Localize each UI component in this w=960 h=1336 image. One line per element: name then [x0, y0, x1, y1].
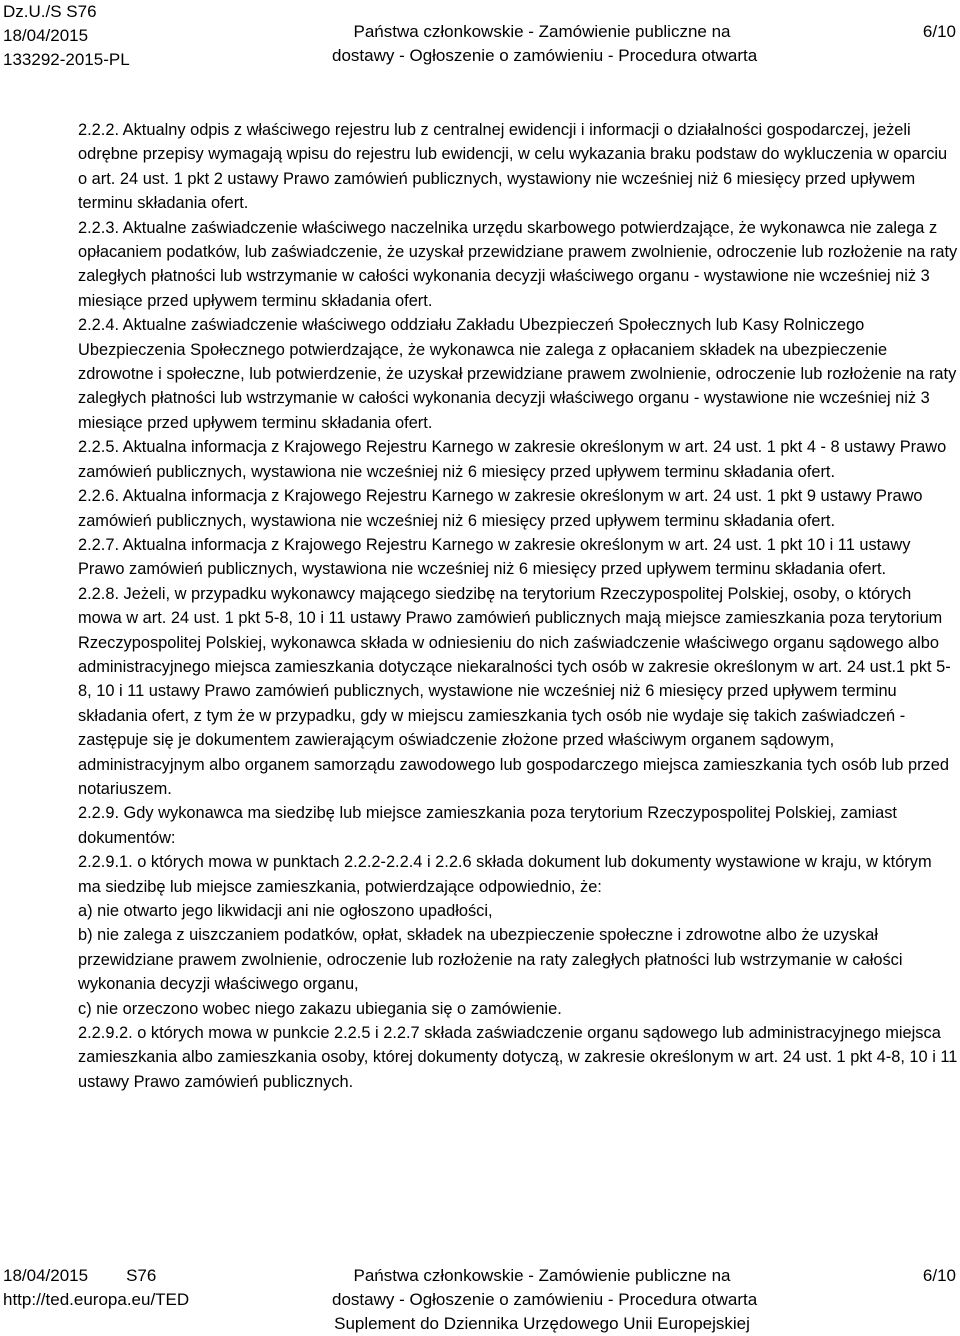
list-item-a: a) nie otwarto jego likwidacji ani nie ogłoszono upadłości,: [78, 902, 493, 920]
paragraph-2-2-9-2: 2.2.9.2. o których mowa w punkcie 2.2.5 i 2.2.7 składa zaświadczenie organu sądowego lub administracyjnego miejsca zamieszkania albo zamieszkania osoby, której dokumenty dotyczą, w zakresie określonym w art. 24 ust. 1 pkt 4-8, 10 i 11 ustawy Prawo zamówień publicznych.: [78, 1024, 958, 1091]
header-left: [3, 0, 130, 72]
paragraph-2-2-4: 2.2.4. Aktualne zaświadczenie właściwego oddziału Zakładu Ubezpieczeń Społecznych lub Kasy Rolniczego Ubezpieczenia Społecznego potwierdzające, że wykonawca nie zalega z opłacaniem składek na ubezpieczenie zdrowotne i społeczne, lub potwierdzenie, że uzyskał przewidziane prawem zwolnienie, odroczenie lub rozłożenie na raty zaległych płatności lub wstrzymanie w całości wykonania decyzji właściwego organu - wystawione nie wcześniej niż 3 miesiące przed upływem terminu składania ofert.: [78, 316, 957, 432]
paragraph-2-2-7: 2.2.7. Aktualna informacja z Krajowego Rejestru Karnego w zakresie określonym w art. 24 ust. 1 pkt 10 i 11 ustawy Prawo zamówień publicznych, wystawiona nie wcześniej niż 6 miesięcy przed upływem terminu składania ofert.: [78, 535, 911, 579]
header-title-line1: Państwa członkowskie - Zamówienie publiczne na: [353, 22, 731, 41]
footer-title-line2: dostawy - Ogłoszenie o zamówieniu - Procedura otwarta: [332, 1290, 758, 1309]
paragraph-2-2-9: 2.2.9. Gdy wykonawca ma siedzibę lub miejsce zamieszkania poza terytorium Rzeczypospolitej Polskiej, zamiast dokumentów:: [78, 804, 897, 847]
journal-ref: Dz.U./S S76: [3, 2, 97, 21]
footer-left: [3, 1264, 189, 1312]
paragraph-2-2-5: 2.2.5. Aktualna informacja z Krajowego Rejestru Karnego w zakresie określonym w art. 24 ust. 1 pkt 4 - 8 ustawy Prawo zamówień publicznych, wystawiona nie wcześniej niż 6 miesięcy przed upływem terminu składania ofert.: [78, 438, 947, 481]
notice-id: 133292-2015-PL: [3, 50, 130, 69]
footer-title-line3: Suplement do Dziennika Urzędowego Unii Europejskiej: [334, 1314, 750, 1333]
header-title-line2: dostawy - Ogłoszenie o zamówieniu - Procedura otwarta: [332, 46, 758, 65]
header-title: [332, 20, 758, 68]
paragraph-2-2-9-1: 2.2.9.1. o których mowa w punktach 2.2.2-2.2.4 i 2.2.6 składa dokument lub dokumenty wystawione w kraju, w którym ma siedzibę lub miejsce zamieszkania, potwierdzające odpowiednio, że:: [78, 853, 932, 896]
footer-date: 18/04/2015: [3, 1266, 89, 1285]
footer-title: [332, 1264, 758, 1336]
document-body: [78, 118, 958, 1094]
list-item-b: b) nie zalega z uiszczaniem podatków, opłat, składek na ubezpieczenie społeczne i zdrowotne albo że uzyskał przewidziane prawem zwolnienie, odroczenie lub rozłożenie na raty zaległych płatności lub wstrzymanie w całości wykonania decyzji właściwego organu,: [78, 926, 903, 994]
footer-series: S76: [126, 1266, 157, 1285]
paragraph-2-2-3: 2.2.3. Aktualne zaświadczenie właściwego naczelnika urzędu skarbowego potwierdzające, że wykonawca nie zalega z opłacaniem podatków, lub zaświadczenie, że uzyskał przewidziane prawem zwolnienie, odroczenie lub rozłożenie na raty zaległych płatności lub wstrzymanie w całości wykonania decyzji właściwego organu - wystawione nie wcześniej niż 3 miesiące przed upływem terminu składania ofert.: [78, 218, 958, 310]
paragraph-2-2-8: 2.2.8. Jeżeli, w przypadku wykonawcy mającego siedzibę na terytorium Rzeczypospolitej Polskiej, osoby, o których mowa w art. 24 ust. 1 pkt 5-8, 10 i 11 ustawy Prawo zamówień publicznych mają miejsce zamieszkania poza terytorium Rzeczypospolitej Polskiej, wykonawca składa w odniesieniu do nich zaświadczenie właściwego organu sądowego albo administracyjnego miejsca zamieszkania dotyczące niekaralności tych osób w zakresie określonym w art. 24 ust.1 pkt 5-8, 10 i 11 ustawy Prawo zamówień publicznych, wystawione nie wcześniej niż 6 miesięcy przed upływem terminu składania ofert, z tym że w przypadku, gdy w miejscu zamieszkania tych osób nie wydaje się takich zaświadczeń - zastępuje się je dokumentem zawierającym oświadczenie złożone przed właściwym organem sądowym, administracyjnym albo organem samorządu zawodowego lub gospodarczego miejsca zamieszkania tych osób lub przed notariuszem.: [78, 584, 951, 798]
paragraph-2-2-6: 2.2.6. Aktualna informacja z Krajowego Rejestru Karnego w zakresie określonym w art. 24 ust. 1 pkt 9 ustawy Prawo zamówień publicznych, wystawiona nie wcześniej niż 6 miesięcy przed upływem terminu składania ofert.: [78, 487, 923, 530]
footer-title-line1: Państwa członkowskie - Zamówienie publiczne na: [353, 1266, 731, 1285]
footer-url[interactable]: http://ted.europa.eu/TED: [3, 1290, 190, 1309]
header-page-number: 6/10: [922, 22, 956, 41]
paragraph-2-2-2: 2.2.2. Aktualny odpis z właściwego rejestru lub z centralnej ewidencji i informacji o działalności gospodarczej, jeżeli odrębne przepisy wymagają wpisu do rejestru lub ewidencji, w celu wykazania braku podstaw do wykluczenia w oparciu o art. 24 ust. 1 pkt 2 ustawy Prawo zamówień publicznych, wystawiony nie wcześniej niż 6 miesięcy przed upływem terminu składania ofert.: [78, 121, 948, 213]
header-date: 18/04/2015: [3, 26, 89, 45]
list-item-c: c) nie orzeczono wobec niego zakazu ubiegania się o zamówienie.: [78, 999, 562, 1018]
footer-page-number: 6/10: [922, 1266, 956, 1285]
